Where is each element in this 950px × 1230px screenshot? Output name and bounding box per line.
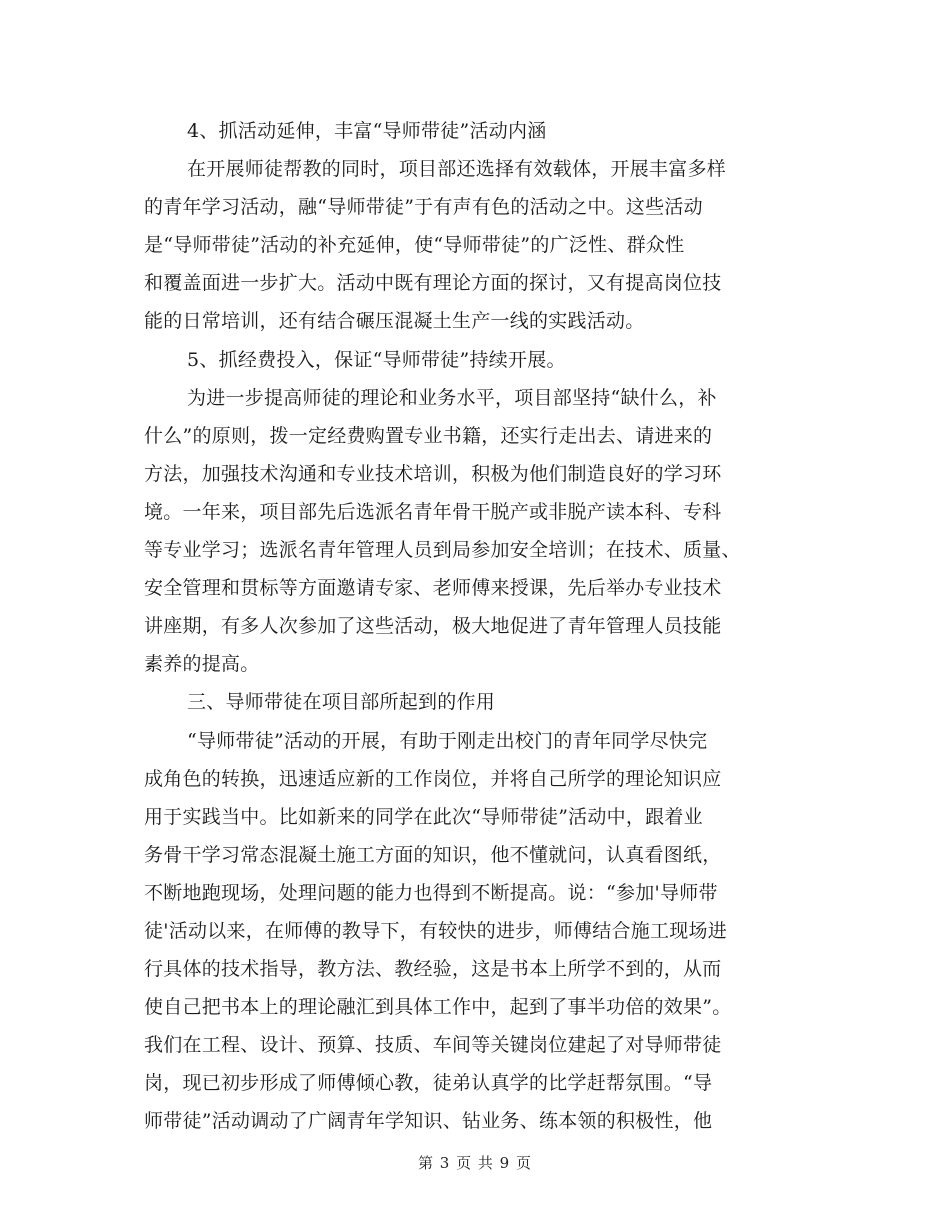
text-line: 务骨干学习常态混凝土施工方面的知识，他不懂就问，认真看图纸， xyxy=(144,843,722,866)
text-line: 境。一年来，项目部先后选派名青年骨干脱产或非脱产读本科、专科 xyxy=(144,500,722,523)
text-line: 能的日常培训，还有结合碾压混凝土生产一线的实践活动。 xyxy=(144,310,645,333)
text-line: 师带徒”活动调动了广阔青年学知识、钻业务、练本领的积极性，他 xyxy=(144,1110,713,1133)
text-line: 5、抓经费投入，保证“导师带徒”持续开展。 xyxy=(187,348,566,371)
text-line: 使自己把书本上的理论融汇到具体工作中，起到了事半功倍的效果”。 xyxy=(144,996,732,1019)
text-line: 用于实践当中。比如新来的同学在此次“导师带徒”活动中，跟着业 xyxy=(144,805,703,828)
page-number-footer: 第 3 页 共 9 页 xyxy=(418,1154,532,1172)
text-line: 和覆盖面进一步扩大。活动中既有理论方面的探讨，又有提高岗位技 xyxy=(144,272,722,295)
text-line: 我们在工程、设计、预算、技质、车间等关键岗位建起了对导师带徒 xyxy=(144,1034,722,1057)
text-line: 成角色的转换，迅速适应新的工作岗位，并将自己所学的理论知识应 xyxy=(144,767,722,790)
text-line: 岗，现已初步形成了师傅倾心教，徒弟认真学的比学赶帮氛围。“导 xyxy=(144,1072,713,1095)
text-line: 4、抓活动延伸，丰富“导师带徒”活动内涵 xyxy=(187,120,547,142)
text-line: 等专业学习；选派名青年管理人员到局参加安全培训；在技术、质量、 xyxy=(144,539,741,562)
document-body xyxy=(144,112,814,1141)
text-line: 为进一步提高师徒的理论和业务水平，项目部坚持“缺什么，补 xyxy=(187,386,717,409)
text-line: 是“导师带徒”活动的补充延伸，使“导师带徒”的广泛性、群众性 xyxy=(144,234,685,257)
text-line: 的青年学习活动，融“导师带徒”于有声有色的活动之中。这些活动 xyxy=(144,196,703,219)
text-line: 方法，加强技术沟通和专业技术培训，积极为他们制造良好的学习环 xyxy=(144,462,722,485)
text-line: 行具体的技术指导，教方法、教经验，这是书本上所学不到的，从而 xyxy=(144,958,722,981)
text-line: “导师带徒”活动的开展，有助于刚走出校门的青年同学尽快完 xyxy=(187,729,708,752)
text-line: 素养的提高。 xyxy=(144,653,260,676)
text-line: 不断地跑现场，处理问题的能力也得到不断提高。说：“参加'导师带 xyxy=(144,881,718,904)
text-line: 三、导师带徒在项目部所起到的作用 xyxy=(187,691,496,714)
text-line: 讲座期，有多人次参加了这些活动，极大地促进了青年管理人员技能 xyxy=(144,615,722,638)
text-line: 徒'活动以来，在师傅的教导下，有较快的进步，师傅结合施工现场进 xyxy=(144,919,727,942)
text-line: 在开展师徒帮教的同时，项目部还选择有效载体，开展丰富多样 xyxy=(187,158,727,181)
text-line: 安全管理和贯标等方面邀请专家、老师傅来授课，先后举办专业技术 xyxy=(144,577,722,600)
text-line: 什么”的原则，拨一定经费购置专业书籍，还实行走出去、请进来的 xyxy=(144,424,713,447)
